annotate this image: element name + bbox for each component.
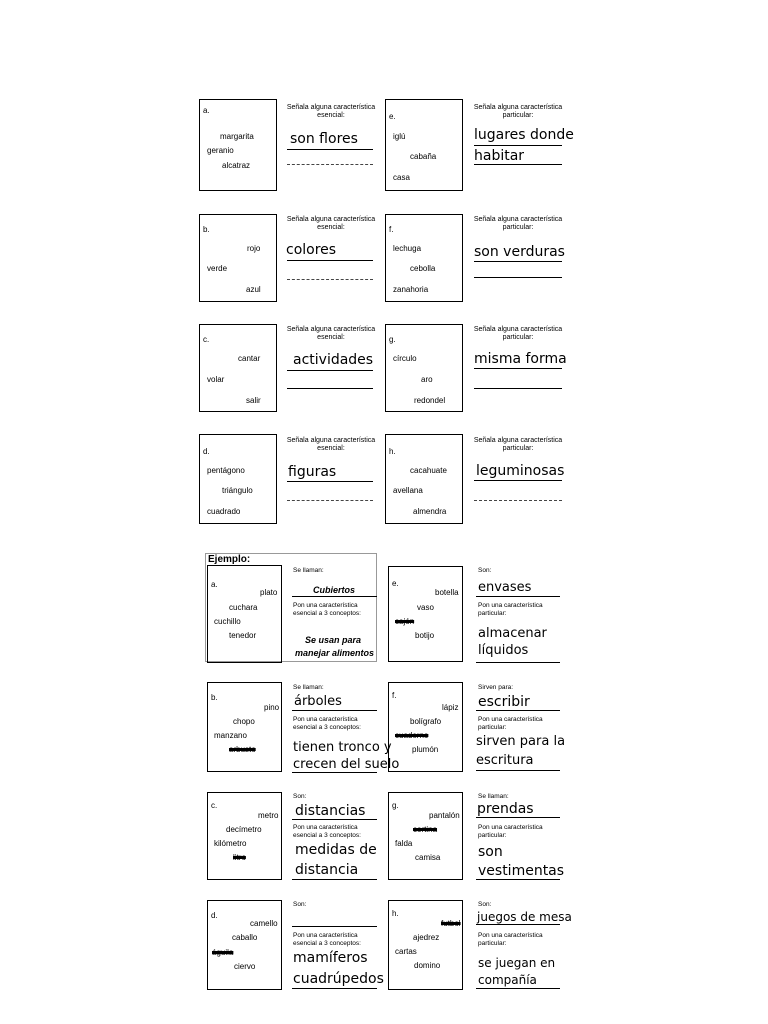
word: bolígrafo xyxy=(410,717,442,726)
word: rojo xyxy=(247,244,261,253)
answer-handwritten: árboles xyxy=(294,694,342,709)
answer-handwritten: distancias xyxy=(295,803,366,819)
prompt-particular: Pon una característica particular: xyxy=(478,716,543,731)
label-se-llaman: Se llaman: xyxy=(293,684,324,691)
crossed-word: águila xyxy=(212,948,234,957)
word: cantar xyxy=(238,354,261,363)
answer-line xyxy=(474,388,562,389)
prompt-esencial: Señala alguna característica esencial: xyxy=(286,437,376,452)
card-letter: c. xyxy=(211,801,218,810)
answer-line xyxy=(287,149,373,150)
prompt-esencial: Pon una característica esencial a 3 conceptos: xyxy=(293,824,361,839)
answer-handwritten: prendas xyxy=(477,801,534,817)
word: botijo xyxy=(415,631,435,640)
prompt-particular: Pon una característica particular: xyxy=(478,932,543,947)
word: domino xyxy=(414,961,441,970)
card-letter: g. xyxy=(392,801,399,810)
answer-handwritten: mamíferos xyxy=(293,950,368,966)
word: azul xyxy=(246,285,261,294)
word: cabaña xyxy=(410,152,437,161)
word: pentágono xyxy=(207,466,245,475)
word: plato xyxy=(260,588,278,597)
card-letter: e. xyxy=(392,579,399,588)
prompt-particular: Señala alguna característica particular: xyxy=(473,326,563,341)
crossed-word: futbol xyxy=(441,919,461,928)
answer-example: manejar alimentos xyxy=(295,648,375,658)
crossed-word: cajón xyxy=(395,617,415,626)
prompt-esencial: Pon una característica esencial a 3 conceptos: xyxy=(293,932,361,947)
prompt-particular: Pon una característica particular: xyxy=(478,602,543,617)
word: redondel xyxy=(414,396,446,405)
card-letter: b. xyxy=(211,693,218,702)
word: cacahuate xyxy=(410,466,447,475)
word: chopo xyxy=(233,717,255,726)
answer-handwritten: misma forma xyxy=(474,351,567,367)
word: tenedor xyxy=(229,631,257,640)
word: cebolla xyxy=(410,264,436,273)
card-letter: d. xyxy=(211,911,218,920)
example-label: Ejemplo: xyxy=(208,554,251,565)
crossed-word: litro xyxy=(233,853,246,862)
answer-handwritten: son verduras xyxy=(474,244,565,260)
answer-line xyxy=(474,261,562,262)
answer-handwritten: leguminosas xyxy=(476,463,565,479)
answer-handwritten: distancia xyxy=(295,862,359,878)
word: caballo xyxy=(232,933,258,942)
answer-handwritten: habitar xyxy=(474,148,525,164)
card-letter: h. xyxy=(389,447,396,456)
card-b xyxy=(199,214,277,302)
answer-line xyxy=(474,500,562,501)
answer-line xyxy=(287,260,373,261)
card-c xyxy=(199,324,277,412)
word: margarita xyxy=(220,132,254,141)
answer-line xyxy=(476,924,560,925)
prompt-particular: Señala alguna característica particular: xyxy=(473,104,563,119)
answer-handwritten: figuras xyxy=(288,464,337,480)
word: lápiz xyxy=(442,703,459,712)
answer-handwritten: vestimentas xyxy=(478,863,565,879)
card-a xyxy=(199,99,277,191)
card-letter: a. xyxy=(203,106,210,115)
word: lechuga xyxy=(393,244,422,253)
answer-example: Cubiertos xyxy=(313,585,356,595)
answer-handwritten: escritura xyxy=(476,753,534,768)
word: pino xyxy=(264,703,280,712)
prompt-particular: Señala alguna característica particular: xyxy=(473,216,563,231)
label-se-llaman: Se llaman: xyxy=(293,567,324,574)
card-h-bottom xyxy=(388,900,463,990)
word: casa xyxy=(393,173,410,182)
card-letter: d. xyxy=(203,447,210,456)
prompt-esencial: Pon una característica esencial a 3 conceptos: xyxy=(293,716,361,731)
answer-handwritten: cuadrúpedos xyxy=(293,971,384,987)
word: verde xyxy=(207,264,228,273)
answer-line xyxy=(474,277,562,278)
label-son: Son: xyxy=(478,901,492,908)
answer-line xyxy=(476,770,560,771)
word: camello xyxy=(250,919,278,928)
answer-line xyxy=(292,772,377,773)
answer-line xyxy=(474,480,562,481)
card-letter: a. xyxy=(211,580,218,589)
prompt-esencial: Señala alguna característica esencial: xyxy=(286,104,376,119)
card-f-bottom xyxy=(388,682,463,772)
prompt-esencial: Señala alguna característica esencial: xyxy=(286,216,376,231)
word: alcatraz xyxy=(222,161,251,170)
answer-handwritten: tienen tronco y xyxy=(293,740,392,755)
word: ajedrez xyxy=(413,933,440,942)
word: aro xyxy=(421,375,433,384)
example-card-a xyxy=(207,565,282,663)
word: plumón xyxy=(412,745,439,754)
word: volar xyxy=(207,375,225,384)
answer-handwritten: escribir xyxy=(478,694,530,710)
word: cuadrado xyxy=(207,507,241,516)
card-d xyxy=(199,434,277,524)
word: metro xyxy=(258,811,279,820)
card-c-bottom xyxy=(207,792,282,880)
crossed-word: cuaderno xyxy=(395,731,429,740)
answer-line xyxy=(287,370,373,371)
label-sirven-para: Sirven para: xyxy=(478,684,514,691)
answer-handwritten: son flores xyxy=(290,131,358,147)
answer-line xyxy=(287,164,373,165)
answer-line xyxy=(474,164,562,165)
word: salir xyxy=(246,396,261,405)
word: iglú xyxy=(393,132,406,141)
card-b-bottom xyxy=(207,682,282,772)
answer-handwritten: lugares donde xyxy=(474,127,574,143)
card-letter: h. xyxy=(392,909,399,918)
word: zanahoria xyxy=(393,285,429,294)
word: botella xyxy=(435,588,459,597)
card-h xyxy=(385,434,463,524)
answer-line xyxy=(474,368,562,369)
label-son: Son: xyxy=(293,901,307,908)
prompt-esencial: Señala alguna característica esencial: xyxy=(286,326,376,341)
prompt-particular: Pon una característica particular: xyxy=(478,824,543,839)
answer-line xyxy=(292,926,377,927)
word: camisa xyxy=(415,853,441,862)
answer-line xyxy=(476,596,560,597)
prompt-particular: Señala alguna característica particular: xyxy=(473,437,563,452)
word: pantalón xyxy=(429,811,460,820)
answer-handwritten: sirven para la xyxy=(476,734,566,749)
card-g-bottom xyxy=(388,792,463,880)
answer-handwritten: almacenar xyxy=(478,626,547,641)
crossed-word: cortina xyxy=(413,825,438,834)
word: triángulo xyxy=(222,486,253,495)
answer-line xyxy=(287,388,373,389)
answer-line xyxy=(476,988,560,989)
answer-handwritten: compañía xyxy=(478,973,537,987)
answer-line xyxy=(292,596,377,597)
answer-handwritten: colores xyxy=(286,242,337,258)
answer-line xyxy=(287,481,373,482)
word: manzano xyxy=(214,731,247,740)
word: almendra xyxy=(413,507,447,516)
word: cartas xyxy=(395,947,417,956)
answer-example: Se usan para xyxy=(305,635,362,645)
answer-line xyxy=(476,710,560,711)
answer-handwritten: medidas de xyxy=(295,842,377,858)
card-letter: g. xyxy=(389,335,396,344)
card-g xyxy=(385,324,463,412)
answer-line xyxy=(474,145,562,146)
word: kilómetro xyxy=(214,839,247,848)
word: decímetro xyxy=(226,825,262,834)
answer-line xyxy=(476,817,560,818)
answer-line xyxy=(287,500,373,501)
word: círculo xyxy=(393,354,417,363)
card-letter: f. xyxy=(389,225,394,234)
word: geranio xyxy=(207,146,234,155)
word: falda xyxy=(395,839,413,848)
answer-line xyxy=(476,662,560,663)
answer-line xyxy=(292,879,377,880)
crossed-word: arbusto xyxy=(229,745,256,754)
label-son: Son: xyxy=(478,567,492,574)
card-e-bottom xyxy=(388,566,463,662)
card-letter: c. xyxy=(203,335,210,344)
card-d-bottom xyxy=(207,900,282,990)
card-letter: f. xyxy=(392,691,397,700)
word: cuchillo xyxy=(214,617,241,626)
answer-handwritten: juegos de mesa xyxy=(477,910,572,924)
answer-handwritten: crecen del suelo xyxy=(293,757,400,772)
answer-handwritten: envases xyxy=(478,580,532,595)
answer-handwritten: líquidos xyxy=(478,643,529,658)
prompt-esencial: Pon una característica esencial a 3 conceptos: xyxy=(293,602,361,617)
answer-handwritten: se juegan en xyxy=(478,956,556,970)
answer-line xyxy=(292,819,377,820)
card-e xyxy=(385,99,463,191)
answer-line xyxy=(292,988,377,989)
word: vaso xyxy=(417,603,434,612)
card-letter: b. xyxy=(203,225,210,234)
word: ciervo xyxy=(234,962,256,971)
answer-handwritten: son xyxy=(478,844,503,860)
card-f xyxy=(385,214,463,302)
word: avellana xyxy=(393,486,423,495)
answer-line xyxy=(292,710,377,711)
word: cuchara xyxy=(229,603,258,612)
card-letter: e. xyxy=(389,112,396,121)
label-se-llaman: Se llaman: xyxy=(478,793,509,800)
answer-line xyxy=(287,279,373,280)
answer-line xyxy=(476,879,560,880)
answer-handwritten: actividades xyxy=(293,352,374,368)
label-son: Son: xyxy=(293,793,307,800)
